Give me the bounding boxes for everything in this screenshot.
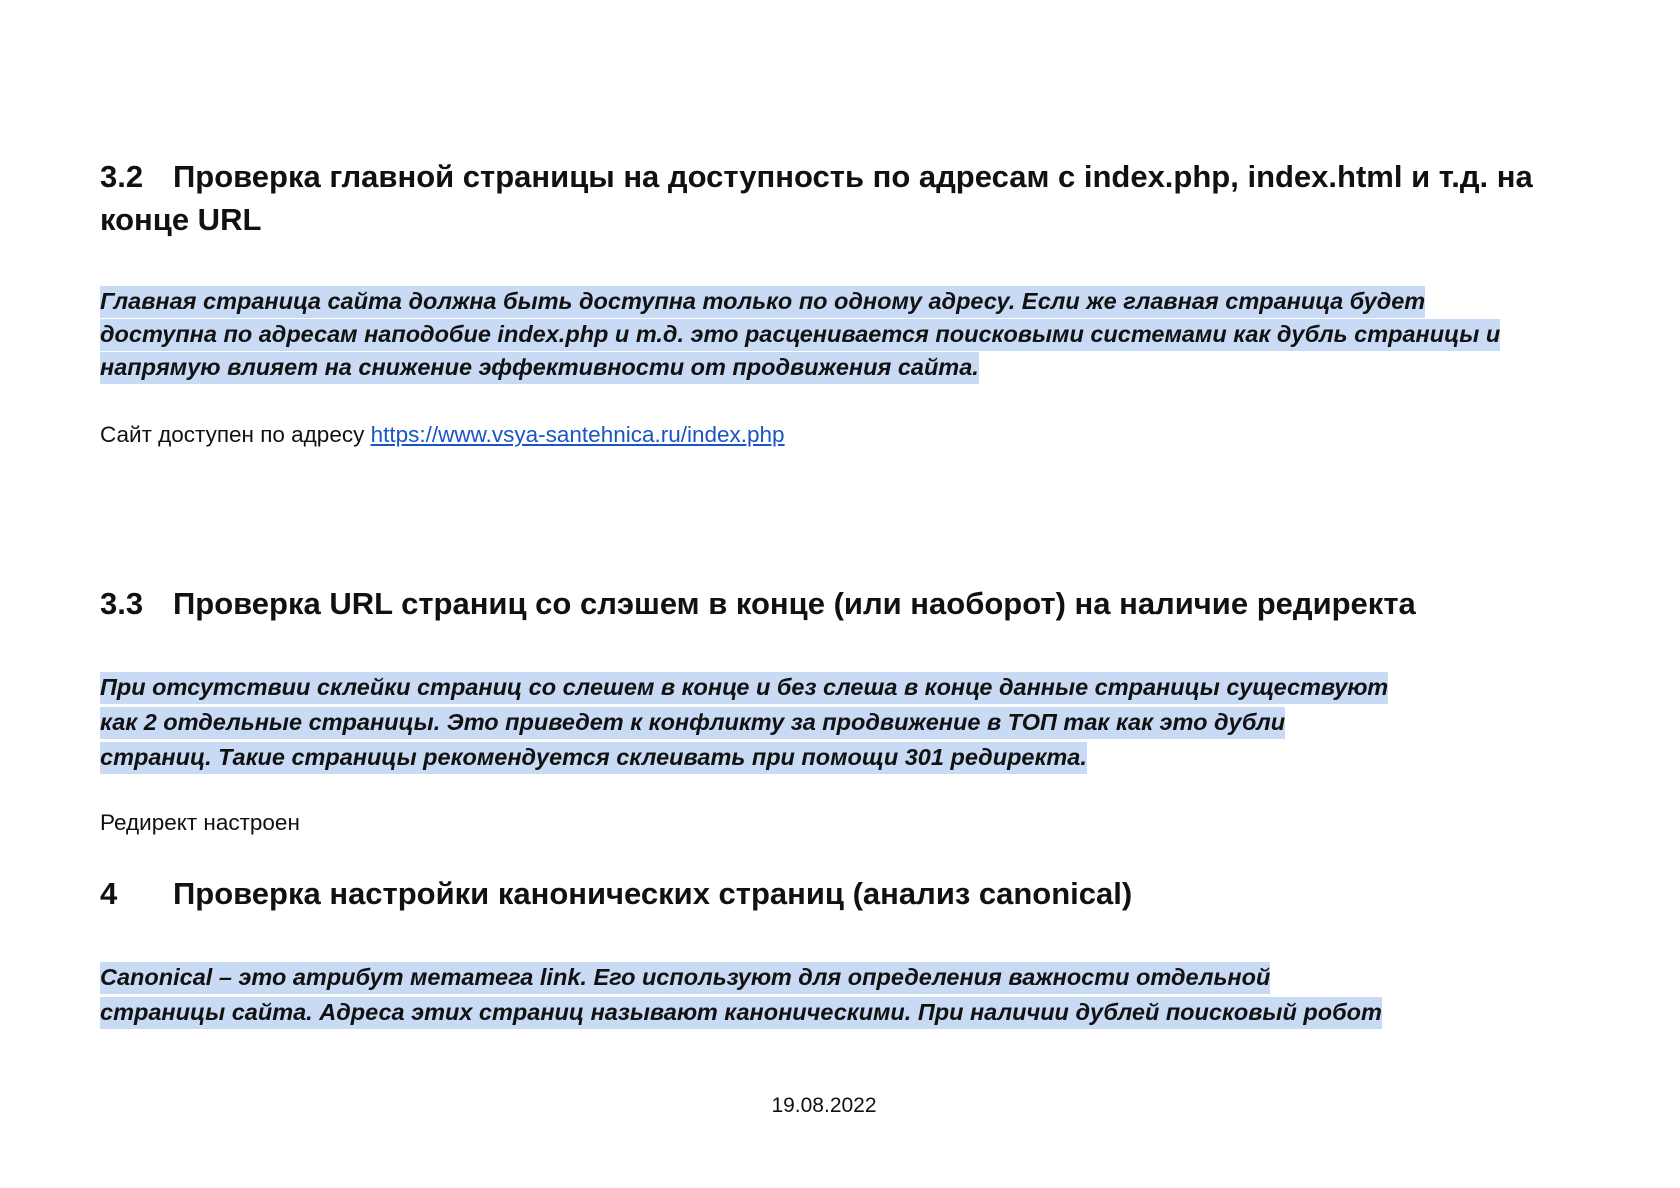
note-line: Главная страница сайта должна быть доступна только по одному адресу. Если же главная страница будет: [100, 286, 1425, 318]
result-link[interactable]: https://www.vsya-santehnica.ru/index.php: [370, 422, 785, 447]
note-line: напрямую влияет на снижение эффективности от продвижения сайта.: [100, 352, 979, 384]
note-line: страниц. Такие страницы рекомендуется склеивать при помощи 301 редиректа.: [100, 742, 1087, 774]
note-line: При отсутствии склейки страниц со слешем в конце и без слеша в конце данные страницы существуют: [100, 672, 1388, 704]
note-line: как 2 отдельные страницы. Это приведет к конфликту за продвижение в ТОП так как это дубли: [100, 707, 1285, 739]
section-note-3-2: [100, 285, 1580, 384]
section-result-3-3: [100, 808, 300, 838]
section-number: 3.3: [100, 586, 144, 621]
section-heading-3-2: [100, 155, 1570, 241]
section-result-3-2: [100, 420, 785, 450]
result-text: Сайт доступен по адресу: [100, 422, 365, 447]
section-note-4: [100, 960, 1580, 1030]
section-title: Проверка главной страницы на доступность по адресам с index.php, index.html и т.д. на конце URL: [100, 159, 1533, 237]
section-note-3-3: [100, 670, 1580, 775]
section-heading-3-3: [100, 582, 1580, 625]
section-number: 4: [100, 876, 118, 911]
note-line: страницы сайта. Адреса этих страниц называют каноническими. При наличии дублей поисковый робот: [100, 997, 1382, 1029]
section-title: Проверка URL страниц со слэшем в конце (или наоборот) на наличие редиректа: [173, 586, 1416, 621]
footer-date: 19.08.2022: [771, 1094, 877, 1117]
note-line: Canonical – это атрибут метатега link. Его используют для определения важности отдельной: [100, 962, 1270, 994]
note-line: доступна по адресам наподобие index.php и т.д. это расценивается поисковыми системами как дубль страницы и: [100, 319, 1500, 351]
section-number: 3.2: [100, 159, 144, 194]
section-title: Проверка настройки канонических страниц (анализ canonical): [173, 876, 1133, 911]
result-text: Редирект настроен: [100, 810, 300, 835]
section-heading-4: [100, 872, 1580, 915]
